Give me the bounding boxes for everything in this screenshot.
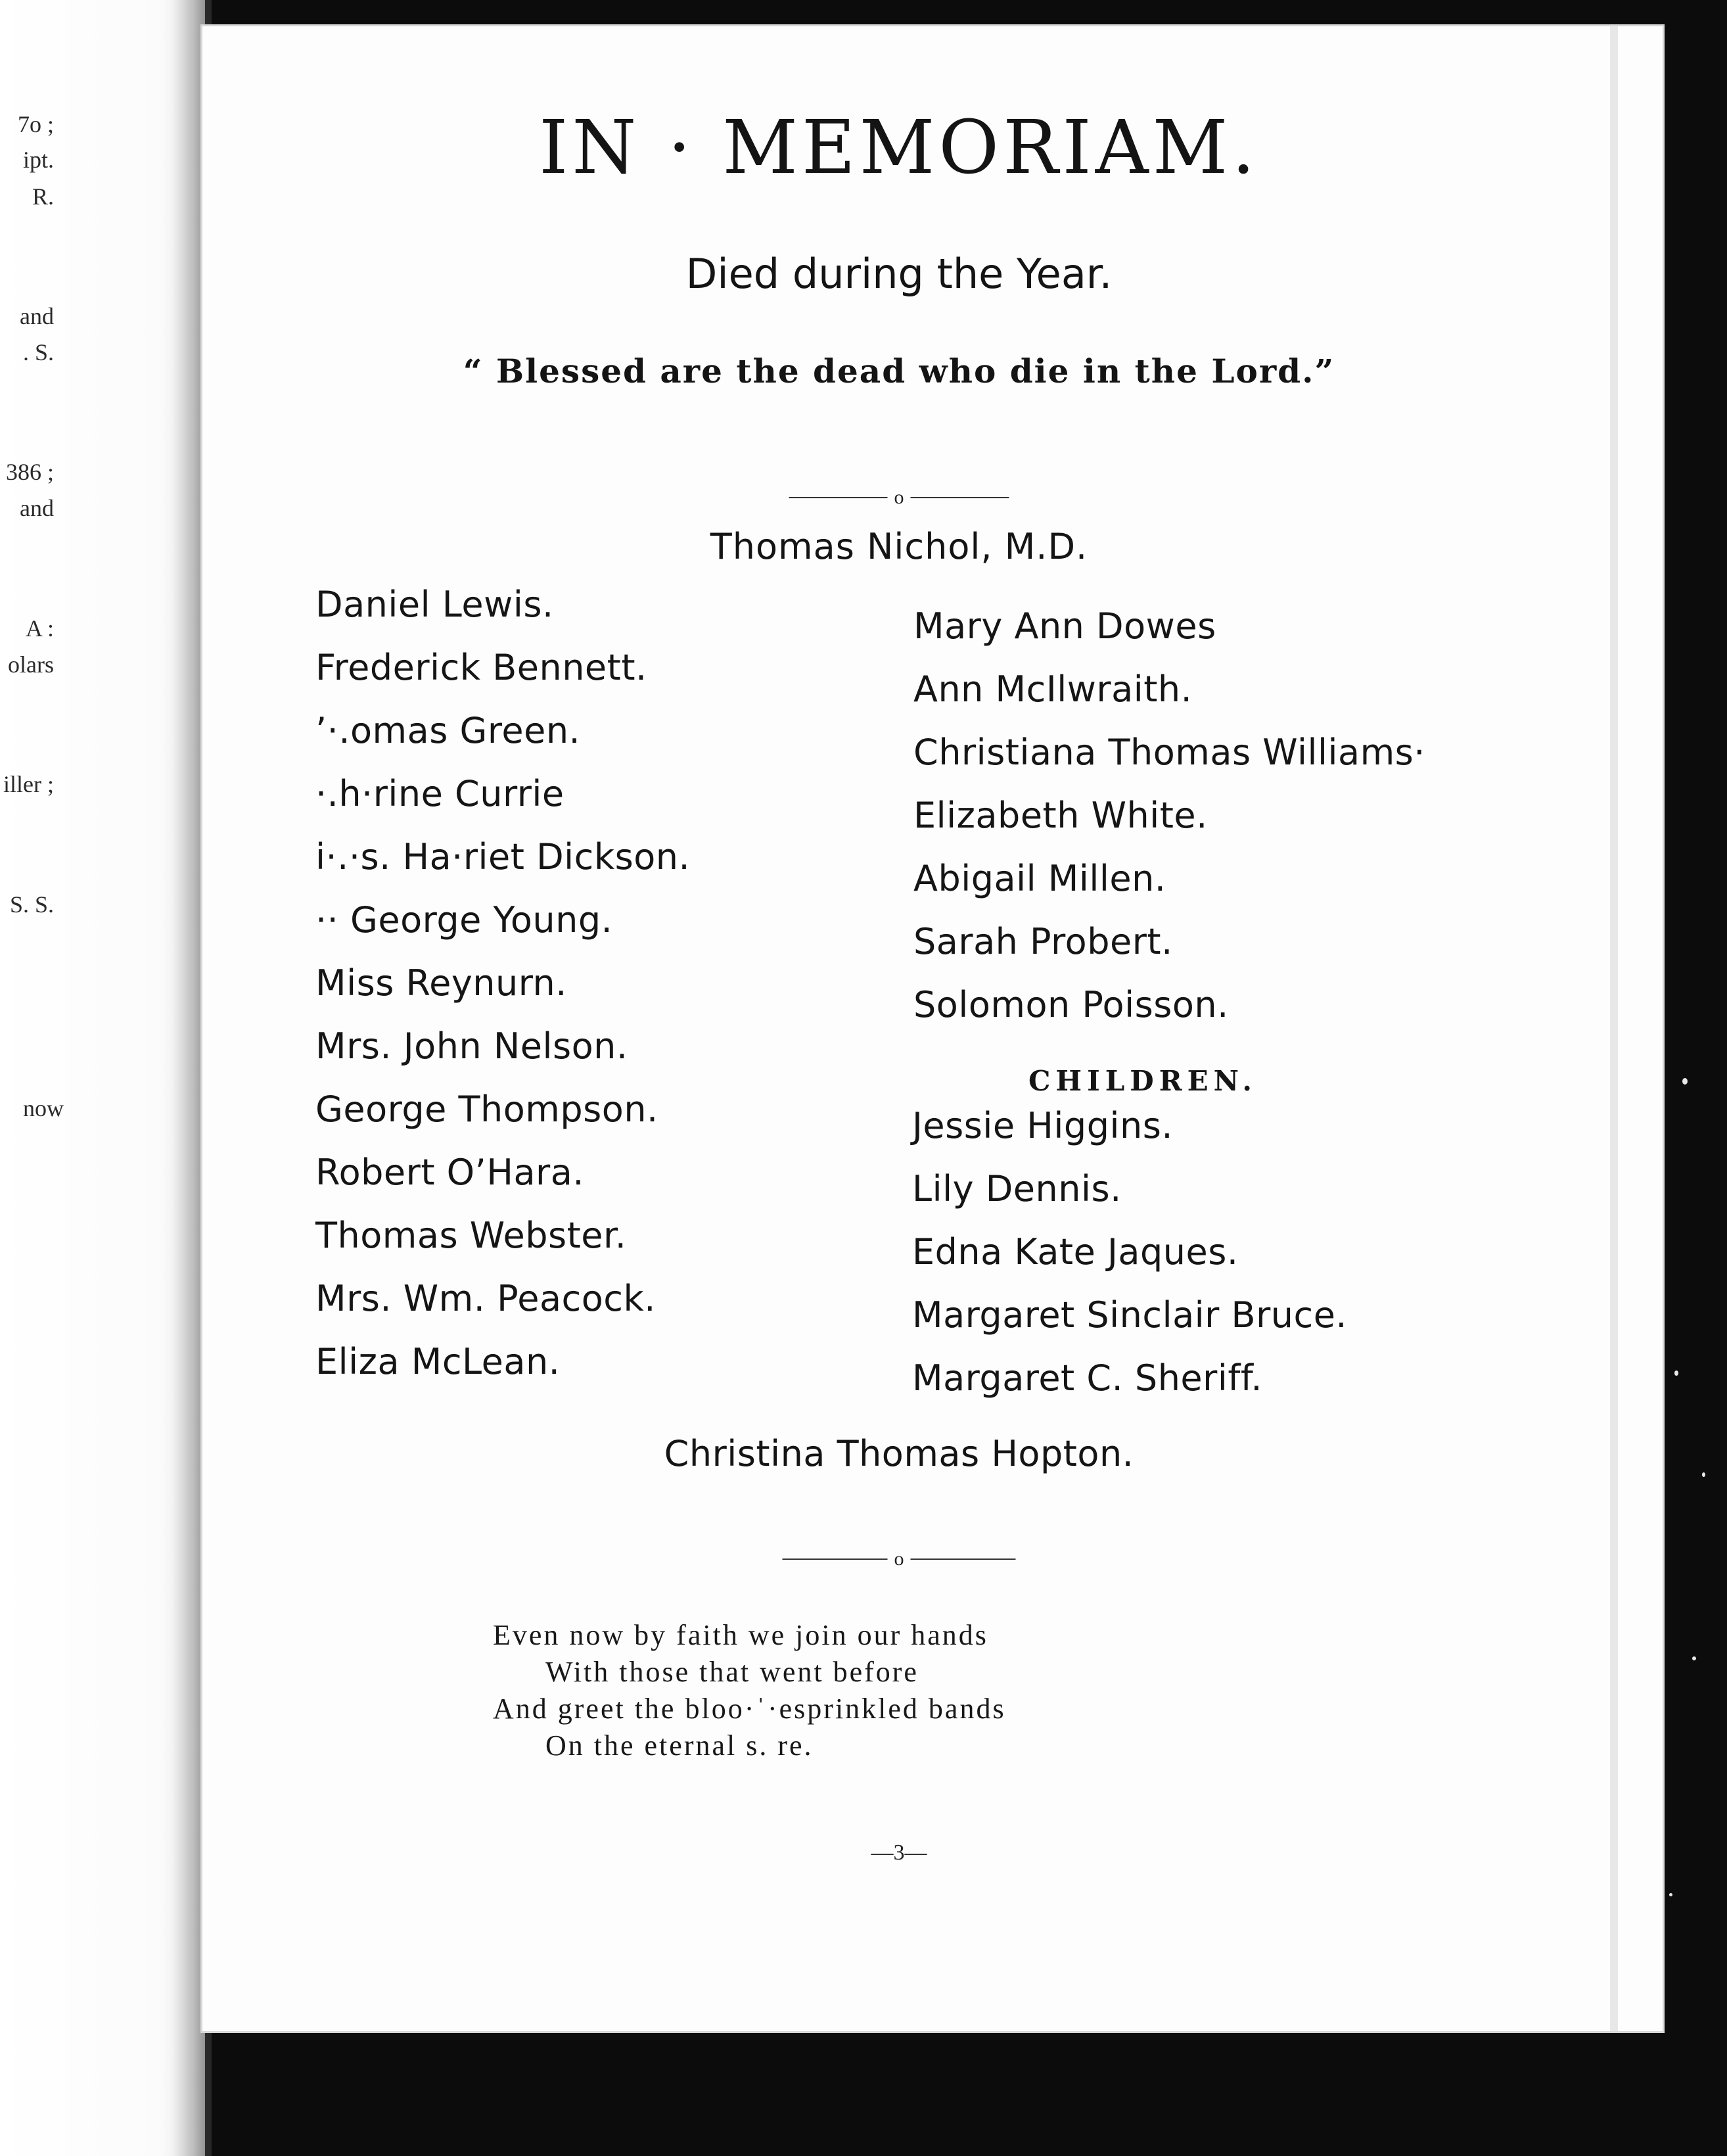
child-name: Edna Kate Jaques.: [912, 1231, 1239, 1273]
facing-page-fragment: and: [20, 495, 54, 521]
divider-mark: o: [894, 1548, 904, 1570]
facing-page-fragment: S. S.: [9, 891, 54, 918]
page-number: —3—: [871, 1840, 927, 1865]
divider-line: [911, 1558, 1016, 1560]
memorial-name: Eliza McLean.: [315, 1341, 561, 1382]
page-edge: [1610, 26, 1618, 2031]
memorial-name: Mary Ann Dowes: [913, 605, 1216, 647]
verse-line: Even now by faith we join our hands: [493, 1619, 988, 1651]
children-heading: CHILDREN.: [1028, 1065, 1257, 1097]
divider-ornament: [789, 486, 1009, 509]
facing-page-fragment: 7o ;: [17, 111, 54, 137]
verse-line: On the eternal s. re.: [545, 1729, 814, 1762]
scan-speck: [1702, 1472, 1705, 1477]
memorial-name: Elizabeth White.: [913, 795, 1208, 836]
memorial-name: Mrs. Wm. Peacock.: [315, 1278, 656, 1319]
memorial-name: George Thompson.: [315, 1089, 658, 1130]
divider-line: [783, 1558, 888, 1560]
epigraph: “ Blessed are the dead who die in the Lord.”: [463, 352, 1335, 390]
memorial-name: Daniel Lewis.: [315, 584, 554, 625]
names-right-column: [913, 595, 1425, 1037]
facing-page-fragment: ipt.: [22, 147, 54, 173]
memorial-name: Mrs. John Nelson.: [315, 1025, 628, 1067]
scan-speck: [1682, 1078, 1688, 1085]
facing-page-fragment: and: [20, 303, 54, 329]
final-name: Christina Thomas Hopton.: [664, 1433, 1134, 1474]
page-subtitle: Died during the Year.: [685, 250, 1113, 298]
child-name: Lily Dennis.: [912, 1168, 1122, 1209]
facing-page-fragment: iller ;: [3, 771, 54, 797]
closing-verse: [493, 1617, 1006, 1764]
memorial-name: Frederick Bennett.: [315, 647, 647, 688]
verse-line: With those that went before: [545, 1656, 919, 1688]
names-left-column: [315, 573, 690, 1394]
child-name: Margaret C. Sheriff.: [912, 1357, 1263, 1399]
memorial-name: Robert O’Hara.: [315, 1152, 584, 1193]
page-title: IN · MEMORIAM.: [539, 105, 1259, 191]
memorial-name: i·.·s. Ha·riet Dickson.: [315, 836, 691, 878]
child-name: Margaret Sinclair Bruce.: [912, 1294, 1348, 1336]
memorial-name: ʼ·.omas Green.: [315, 710, 581, 751]
divider-line: [911, 497, 1009, 498]
facing-page-fragment: A :: [25, 615, 54, 642]
memorial-name: Christiana Thomas Williams·: [913, 732, 1425, 773]
facing-page-fragment: . S.: [22, 339, 54, 365]
divider-mark: o: [894, 486, 904, 508]
memorial-name: ·· George Young.: [315, 899, 613, 941]
scan-speck: [1669, 1893, 1672, 1896]
child-name: Jessie Higgins.: [912, 1105, 1173, 1146]
memorial-name: Abigail Millen.: [913, 858, 1166, 899]
facing-page-fragment: 386 ;: [5, 459, 54, 485]
memorial-name: Solomon Poisson.: [913, 984, 1229, 1025]
memorial-name: Sarah Probert.: [913, 921, 1173, 962]
scan-speck: [1674, 1371, 1678, 1376]
facing-page-fragment: R.: [32, 183, 54, 210]
facing-page-fragment: olars: [8, 651, 54, 678]
lead-name: Thomas Nichol, M.D.: [710, 526, 1088, 567]
verse-line: And greet the bloo·ˈ·esprinkled bands: [493, 1693, 1006, 1725]
facing-page-fragment: now: [23, 1095, 64, 1121]
memorial-name: Miss Reynurn.: [315, 962, 567, 1004]
memorial-name: ·​.h·rine Currie: [315, 773, 564, 814]
memorial-name: Thomas Webster.: [315, 1215, 627, 1256]
scan-speck: [1692, 1656, 1696, 1660]
children-names-list: [912, 1094, 1347, 1410]
divider-ornament: [783, 1548, 1016, 1570]
memorial-name: Ann McIlwraith.: [913, 668, 1193, 710]
divider-line: [789, 497, 888, 498]
